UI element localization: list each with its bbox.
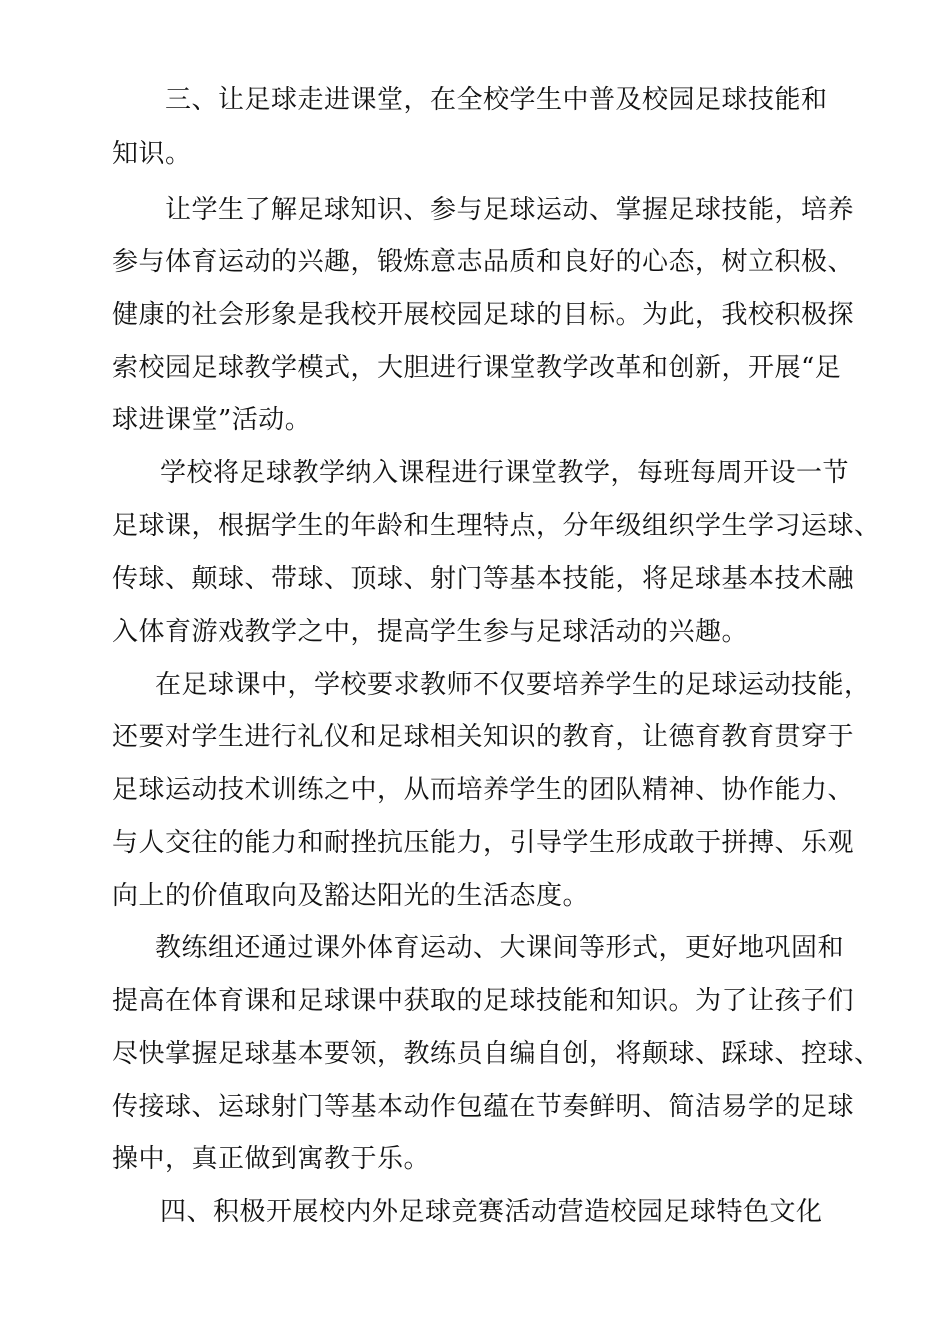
text-line: 向上的价值取向及豁达阳光的生活态度。: [112, 881, 590, 911]
text-line: 教练组还通过课外体育运动、大课间等形式，更好地巩固和: [155, 933, 845, 963]
text-line: 参与体育运动的兴趣，锻炼意志品质和良好的心态，树立积极、: [112, 247, 855, 277]
text-line: 学校将足球教学纳入课程进行课堂教学，每班每周开设一节: [160, 458, 850, 488]
text-line: 传球、颠球、带球、顶球、射门等基本技能，将足球基本技术融: [112, 564, 855, 594]
text-line: 还要对学生进行礼仪和足球相关知识的教育，让德育教育贯穿于: [112, 722, 855, 752]
section-heading-4: 四、积极开展校内外足球竞赛活动营造校园足球特色文化: [160, 1197, 823, 1227]
text-line: 足球运动技术训练之中，从而培养学生的团队精神、协作能力、: [112, 775, 855, 805]
text-line: 索校园足球教学模式，大胆进行课堂教学改革和创新，开展“足: [112, 353, 842, 383]
text-line: 传接球、运球射门等基本动作包蕴在节奏鲜明、简洁易学的足球: [112, 1092, 855, 1122]
text-line: 让学生了解足球知识、参与足球运动、掌握足球技能，培养: [165, 195, 855, 225]
text-line: 知识。: [112, 139, 192, 169]
text-line: 提高在体育课和足球课中获取的足球技能和知识。为了让孩子们: [112, 986, 855, 1016]
text-line: 入体育游戏教学之中，提高学生参与足球活动的兴趣。: [112, 617, 749, 647]
text-line: 球进课堂”活动。: [112, 405, 312, 435]
text-line: 健康的社会形象是我校开展校园足球的目标。为此，我校积极探: [112, 300, 855, 330]
text-line: 足球课，根据学生的年龄和生理特点，分年级组织学生学习运球、: [112, 511, 881, 541]
text-line: 操中，真正做到寓教于乐。: [112, 1144, 431, 1174]
text-line: 尽快掌握足球基本要领，教练员自编自创，将颠球、踩球、控球、: [112, 1039, 881, 1069]
section-heading-3: 三、让足球走进课堂，在全校学生中普及校园足球技能和: [165, 85, 828, 115]
text-line: 在足球课中，学校要求教师不仅要培养学生的足球运动技能，: [155, 670, 871, 700]
text-line: 与人交往的能力和耐挫抗压能力，引导学生形成敢于拼搏、乐观: [112, 828, 855, 858]
